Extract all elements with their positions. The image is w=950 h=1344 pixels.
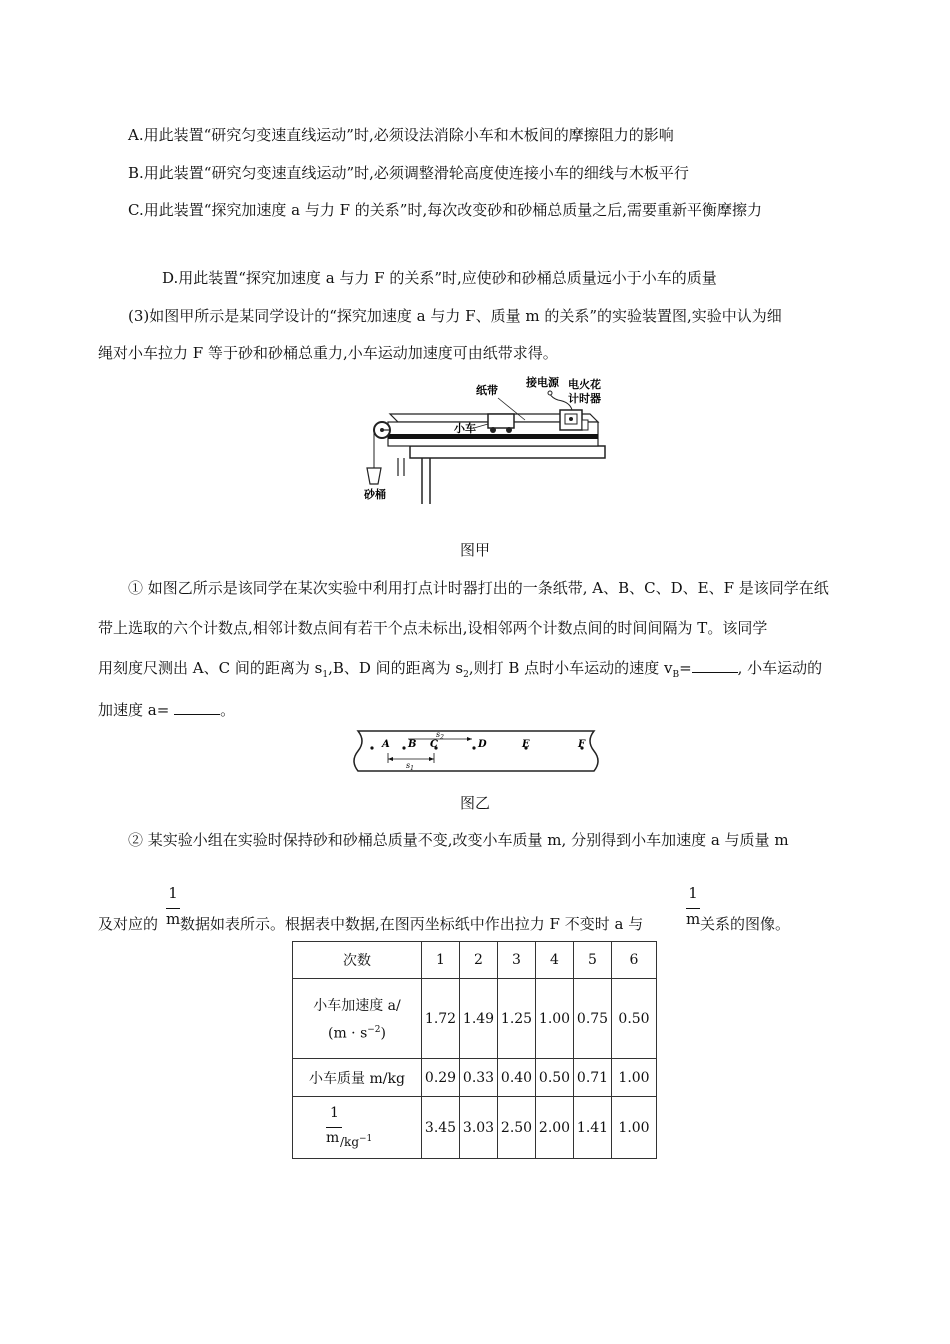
label-timer-2: 计时器: [568, 392, 601, 405]
part1-line-4: 加速度 a= 。: [98, 701, 236, 719]
table-header-cell: 5: [574, 942, 612, 979]
table-header-cell: 6: [612, 942, 657, 979]
table-top: [410, 446, 605, 458]
table-cell: 2.00: [536, 1097, 574, 1159]
table-cell: 0.40: [498, 1059, 536, 1097]
option-d: D.用此装置“探究加速度 a 与力 F 的关系”时,应使砂和砂桶总质量远小于小车的质量: [162, 269, 717, 287]
data-table: [292, 941, 657, 1159]
point-label-f: F: [578, 739, 586, 750]
figure-jia-caption: 图甲: [459, 541, 490, 559]
q3-line-1: (3)如图甲所示是某同学设计的“探究加速度 a 与力 F、质量 m 的关系”的实验装置图,实验中认为细: [128, 307, 782, 325]
table-cell: 1.49: [460, 979, 498, 1059]
label-cart: 小车: [454, 422, 476, 435]
part2-line-2a: 及对应的: [98, 915, 159, 933]
table-cell: 1.72: [422, 979, 460, 1059]
option-a: A.用此装置“研究匀变速直线运动”时,必须设法消除小车和木板间的摩擦阻力的影响: [128, 126, 674, 144]
label-tape: 纸带: [476, 384, 498, 397]
table-row-acceleration: [293, 979, 657, 1059]
point-label-d: D: [478, 739, 487, 750]
table-row-inverse-mass: [293, 1097, 657, 1159]
table-cell: 1.41: [574, 1097, 612, 1159]
row-label-acceleration: 小车加速度 a/ $(m \cdot s^{-2})$: [293, 979, 422, 1059]
table-header-cell: 次数: [293, 942, 422, 979]
dot-b: [402, 746, 405, 749]
s1-label: $s_1$: [406, 761, 414, 772]
part2-line-2b: 数据如表所示。根据表中数据,在图丙坐标纸中作出拉力 F 不变时 a 与: [180, 915, 644, 933]
option-b: B.用此装置“研究匀变速直线运动”时,必须调整滑轮高度使连接小车的细线与木板平行: [128, 164, 689, 182]
part2-line-1: ② 某实验小组在实验时保持砂和砂桶总质量不变,改变小车质量 m, 分别得到小车加速度 a 与质量 m: [128, 831, 789, 849]
label-power: 接电源: [526, 376, 559, 389]
table-cell: 3.45: [422, 1097, 460, 1159]
sand-bucket: [367, 468, 381, 484]
part2-line-2c: 关系的图像。: [700, 915, 791, 933]
figure-jia-apparatus: [360, 376, 620, 506]
figure-yi-caption: 图乙: [459, 794, 490, 812]
table-header-cell: 1: [422, 942, 460, 979]
row-label-mass: 小车质量 m/kg: [293, 1059, 422, 1097]
s2-label: $s_2$: [436, 730, 444, 741]
table-header-cell: 3: [498, 942, 536, 979]
answer-blank-vb[interactable]: [692, 658, 738, 673]
table-cell: 0.50: [612, 979, 657, 1059]
table-cell: 1.00: [612, 1059, 657, 1097]
table-header-cell: 2: [460, 942, 498, 979]
table-cell: 0.75: [574, 979, 612, 1059]
dot-d: [472, 746, 475, 749]
point-label-b: B: [408, 739, 417, 750]
point-label-c: C: [430, 739, 438, 750]
table-cell: 1.00: [536, 979, 574, 1059]
table-cell: 0.50: [536, 1059, 574, 1097]
paper-tape: [354, 731, 598, 771]
part1-line-3: 用刻度尺测出 A、C 间的距离为 $s_1,B$、D 间的距离为 $s_2$,则打 B 点时小车运动的速度 $v_B=$ , 小车运动的: [98, 659, 823, 680]
q3-line-2: 绳对小车拉力 F 等于砂和砂桶总重力,小车运动加速度可由纸带求得。: [98, 344, 558, 362]
point-label-a: A: [382, 739, 390, 750]
table-cell: 0.71: [574, 1059, 612, 1097]
cart: [488, 414, 514, 428]
table-header-cell: 4: [536, 942, 574, 979]
figure-yi-tape: [350, 727, 602, 775]
table-header-row: [293, 942, 657, 979]
option-c: C.用此装置“探究加速度 a 与力 F 的关系”时,每次改变砂和砂桶总质量之后,需要重新平衡摩擦力: [128, 201, 763, 219]
part1-line-1: ① 如图乙所示是该同学在某次实验中利用打点计时器打出的一条纸带, A、B、C、D、E、F 是该同学在纸: [128, 579, 829, 597]
table-cell: 0.29: [422, 1059, 460, 1097]
point-label-e: E: [522, 739, 530, 750]
table-cell: 0.33: [460, 1059, 498, 1097]
table-cell: 1.00: [612, 1097, 657, 1159]
answer-blank-a[interactable]: [174, 700, 220, 715]
table-row-mass: [293, 1059, 657, 1097]
dot-a: [370, 746, 373, 749]
label-bucket: 砂桶: [364, 488, 386, 501]
part1-line-2: 带上选取的六个计数点,相邻计数点间有若干个点未标出,设相邻两个计数点间的时间间隔为 T。该同学: [98, 619, 768, 637]
table-cell: 1.25: [498, 979, 536, 1059]
table-cell: 2.50: [498, 1097, 536, 1159]
table-cell: 3.03: [460, 1097, 498, 1159]
label-timer-1: 电火花: [568, 378, 601, 391]
row-label-inverse-mass: 1 m $/kg^{-1}$: [293, 1097, 422, 1159]
